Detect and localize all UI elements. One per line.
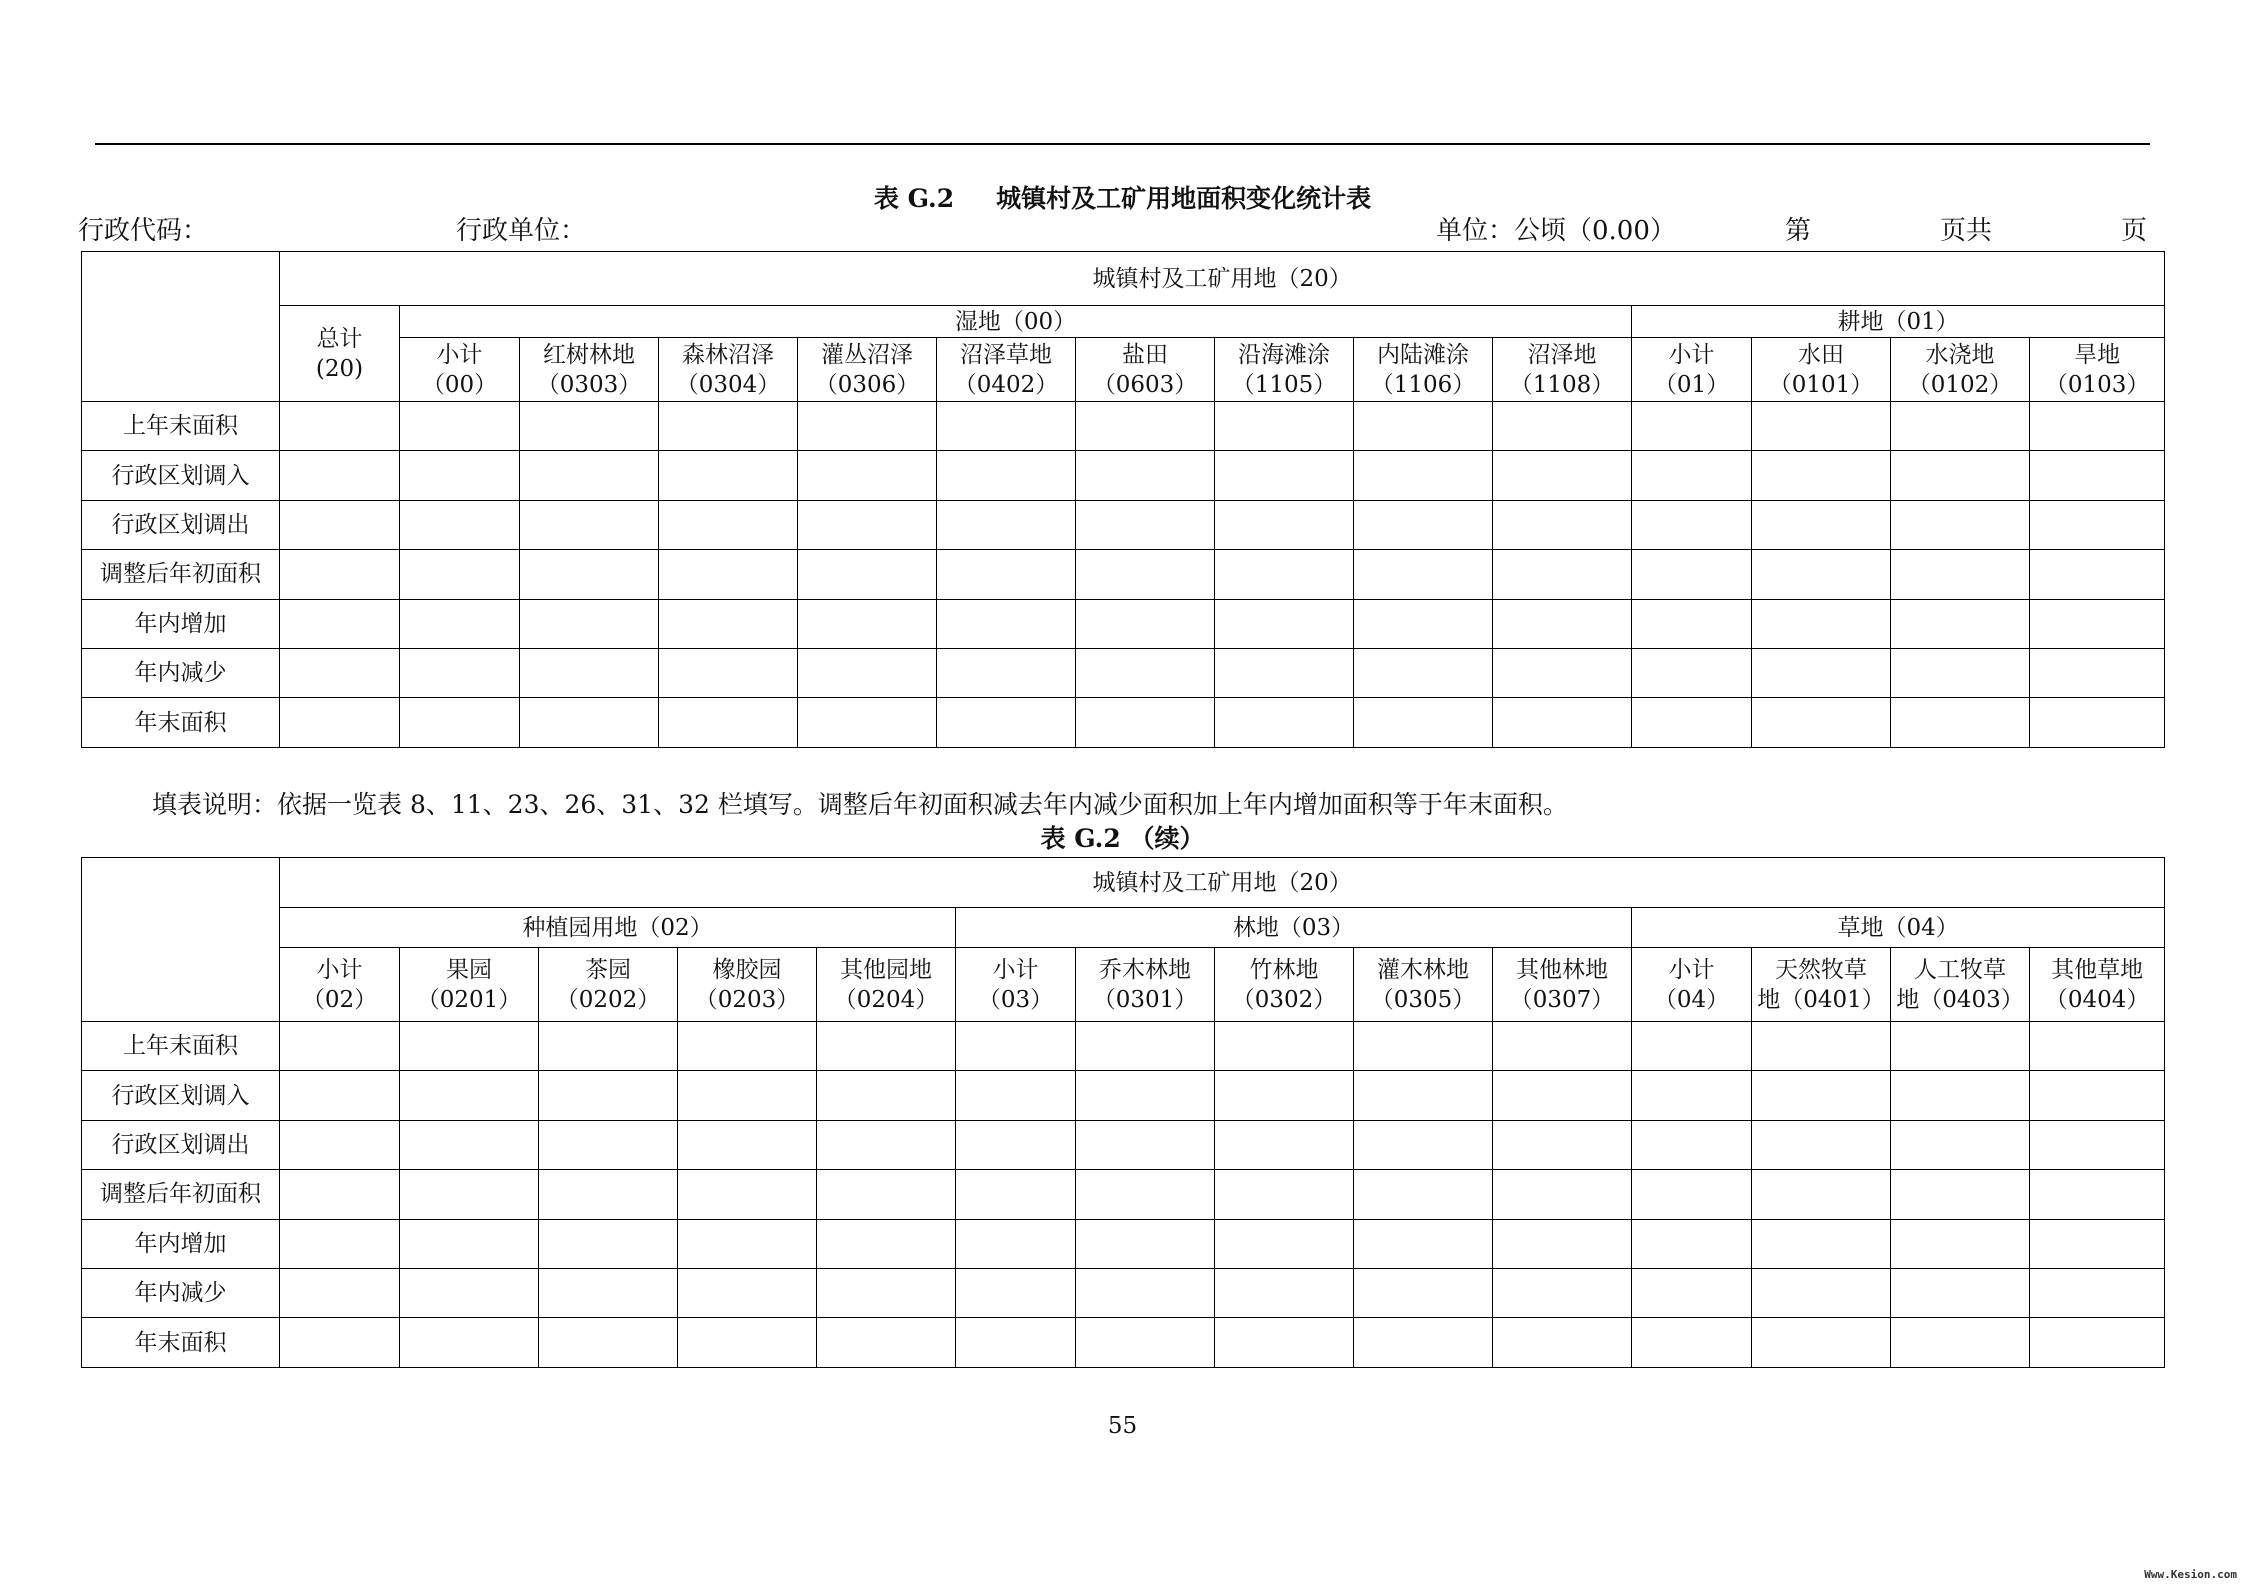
table-row <box>82 550 2165 599</box>
group-header-garden: 种植园用地（02） <box>280 908 956 948</box>
col-header: 其他园地 （0204） <box>817 948 956 1022</box>
data-cell[interactable] <box>1354 1268 1493 1317</box>
data-cell[interactable] <box>956 1268 1076 1317</box>
data-cell[interactable] <box>659 402 798 451</box>
data-cell[interactable] <box>798 698 937 747</box>
area-unit-label: 单位：公顷（0.00） <box>1436 216 1676 246</box>
col-header: 水浇地 （0102） <box>1891 338 2030 402</box>
data-cell[interactable] <box>539 1071 678 1120</box>
page-prefix: 第 <box>1785 216 1812 246</box>
data-cell[interactable] <box>2030 599 2165 648</box>
data-cell[interactable] <box>1891 451 2030 500</box>
col-header: 盐田 （0603） <box>1076 338 1215 402</box>
data-cell[interactable] <box>1215 1022 1354 1071</box>
table-row <box>82 1022 2165 1071</box>
data-cell[interactable] <box>1891 1170 2030 1219</box>
data-cell[interactable] <box>1076 500 1215 549</box>
data-cell[interactable] <box>1493 599 1632 648</box>
fill-instructions: 填表说明：依据一览表 8、11、23、26、31、32 栏填写。调整后年初面积减去年内减少面积加上年内增加面积等于年末面积。 <box>152 790 1568 819</box>
data-cell[interactable] <box>1891 1022 2030 1071</box>
data-cell[interactable] <box>280 1120 400 1169</box>
land-change-table-continued <box>81 857 2165 1368</box>
data-cell[interactable] <box>2030 500 2165 549</box>
row-label: 行政区划调入 <box>82 1071 280 1120</box>
data-cell[interactable] <box>1215 402 1354 451</box>
data-cell[interactable] <box>2030 1120 2165 1169</box>
data-cell[interactable] <box>1354 648 1493 697</box>
data-cell[interactable] <box>280 1318 400 1367</box>
data-cell[interactable] <box>817 1318 956 1367</box>
row-label: 年末面积 <box>82 1318 280 1367</box>
data-cell[interactable] <box>1632 1022 1752 1071</box>
table-row <box>82 1071 2165 1120</box>
col-header: 其他林地 （0307） <box>1493 948 1632 1022</box>
data-cell[interactable] <box>1752 1120 1891 1169</box>
data-cell[interactable] <box>1891 1268 2030 1317</box>
col-header: 橡胶园 （0203） <box>678 948 817 1022</box>
data-cell[interactable] <box>280 1268 400 1317</box>
data-cell[interactable] <box>1354 451 1493 500</box>
col-header: 红树林地 （0303） <box>520 338 659 402</box>
data-cell[interactable] <box>1354 599 1493 648</box>
data-cell[interactable] <box>678 1268 817 1317</box>
col-header: 森林沼泽 （0304） <box>659 338 798 402</box>
data-cell[interactable] <box>817 1268 956 1317</box>
data-cell[interactable] <box>1752 1219 1891 1268</box>
col-header: 内陆滩涂 （1106） <box>1354 338 1493 402</box>
data-cell[interactable] <box>2030 1170 2165 1219</box>
data-cell[interactable] <box>1493 1071 1632 1120</box>
data-cell[interactable] <box>2030 550 2165 599</box>
data-cell[interactable] <box>539 1268 678 1317</box>
col-header: 灌木林地 （0305） <box>1354 948 1493 1022</box>
data-cell[interactable] <box>1752 402 1891 451</box>
table-row <box>82 402 2165 451</box>
data-cell[interactable] <box>1354 1120 1493 1169</box>
data-cell[interactable] <box>2030 451 2165 500</box>
data-cell[interactable] <box>1632 1071 1752 1120</box>
data-cell[interactable] <box>1076 648 1215 697</box>
table-row <box>82 648 2165 697</box>
data-cell[interactable] <box>1493 1219 1632 1268</box>
data-cell[interactable] <box>956 1170 1076 1219</box>
data-cell[interactable] <box>678 1219 817 1268</box>
data-cell[interactable] <box>937 500 1076 549</box>
data-cell[interactable] <box>1354 1219 1493 1268</box>
col-header: 灌丛沼泽 （0306） <box>798 338 937 402</box>
admin-unit-label: 行政单位： <box>456 216 587 246</box>
col-header: 沿海滩涂 （1105） <box>1215 338 1354 402</box>
watermark-text: Www.Kesion.com <box>2144 1568 2237 1581</box>
data-cell[interactable] <box>1632 500 1752 549</box>
page-number: 55 <box>1107 1413 1138 1439</box>
data-cell[interactable] <box>798 402 937 451</box>
data-cell[interactable] <box>1752 1022 1891 1071</box>
col-header: 果园 （0201） <box>400 948 539 1022</box>
data-cell[interactable] <box>1076 1318 1215 1367</box>
data-cell[interactable] <box>1891 1219 2030 1268</box>
table-row <box>82 1170 2165 1219</box>
data-cell[interactable] <box>539 1318 678 1367</box>
data-cell[interactable] <box>937 648 1076 697</box>
data-cell[interactable] <box>798 451 937 500</box>
land-change-table <box>81 251 2165 748</box>
row-label: 年内减少 <box>82 1268 280 1317</box>
data-cell[interactable] <box>798 500 937 549</box>
data-cell[interactable] <box>539 1022 678 1071</box>
data-cell[interactable] <box>956 1120 1076 1169</box>
data-cell[interactable] <box>817 1071 956 1120</box>
row-label: 调整后年初面积 <box>82 1170 280 1219</box>
table-row <box>82 500 2165 549</box>
data-cell[interactable] <box>520 500 659 549</box>
col-header: 小计 （04） <box>1632 948 1752 1022</box>
data-cell[interactable] <box>1632 1268 1752 1317</box>
row-label: 上年末面积 <box>82 402 280 451</box>
data-cell[interactable] <box>659 451 798 500</box>
data-cell[interactable] <box>1493 1170 1632 1219</box>
data-cell[interactable] <box>2030 1071 2165 1120</box>
corner-cell <box>82 252 280 402</box>
data-cell[interactable] <box>520 550 659 599</box>
data-cell[interactable] <box>1076 1120 1215 1169</box>
table-number: 表 G.2 <box>873 184 955 213</box>
data-cell[interactable] <box>280 1071 400 1120</box>
data-cell[interactable] <box>956 1219 1076 1268</box>
data-cell[interactable] <box>400 599 520 648</box>
data-cell[interactable] <box>1752 451 1891 500</box>
data-cell[interactable] <box>1215 500 1354 549</box>
data-cell[interactable] <box>520 402 659 451</box>
data-cell[interactable] <box>1493 1120 1632 1169</box>
data-cell[interactable] <box>280 1022 400 1071</box>
row-label: 调整后年初面积 <box>82 550 280 599</box>
data-cell[interactable] <box>1215 1120 1354 1169</box>
table-title-continued: 表 G.2 （续） <box>1040 824 1205 853</box>
data-cell[interactable] <box>1076 451 1215 500</box>
data-cell[interactable] <box>2030 1219 2165 1268</box>
data-cell[interactable] <box>1076 1268 1215 1317</box>
col-header: 乔木林地 （0301） <box>1076 948 1215 1022</box>
data-cell[interactable] <box>937 550 1076 599</box>
data-cell[interactable] <box>1215 1268 1354 1317</box>
data-cell[interactable] <box>400 451 520 500</box>
data-cell[interactable] <box>1493 648 1632 697</box>
data-cell[interactable] <box>659 648 798 697</box>
row-label: 年内减少 <box>82 648 280 697</box>
col-header: 小计 （02） <box>280 948 400 1022</box>
col-header: 沼泽地 （1108） <box>1493 338 1632 402</box>
table-row <box>82 1318 2165 1367</box>
data-cell[interactable] <box>1752 1318 1891 1367</box>
data-cell[interactable] <box>1215 599 1354 648</box>
data-cell[interactable] <box>1493 1022 1632 1071</box>
row-label: 行政区划调入 <box>82 451 280 500</box>
data-cell[interactable] <box>280 451 400 500</box>
data-cell[interactable] <box>956 1022 1076 1071</box>
data-cell[interactable] <box>678 1170 817 1219</box>
table-row <box>82 1268 2165 1317</box>
data-cell[interactable] <box>1752 500 1891 549</box>
table-title <box>0 179 2245 215</box>
data-cell[interactable] <box>1632 1219 1752 1268</box>
data-cell[interactable] <box>817 1120 956 1169</box>
data-cell[interactable] <box>1354 550 1493 599</box>
data-cell[interactable] <box>1891 1318 2030 1367</box>
data-cell[interactable] <box>2030 1268 2165 1317</box>
data-cell[interactable] <box>1891 648 2030 697</box>
data-cell[interactable] <box>1493 698 1632 747</box>
data-cell[interactable] <box>937 451 1076 500</box>
row-label: 上年末面积 <box>82 1022 280 1071</box>
data-cell[interactable] <box>400 1120 539 1169</box>
data-cell[interactable] <box>1891 550 2030 599</box>
data-cell[interactable] <box>1752 550 1891 599</box>
data-cell[interactable] <box>956 1318 1076 1367</box>
data-cell[interactable] <box>400 1318 539 1367</box>
data-cell[interactable] <box>798 648 937 697</box>
data-cell[interactable] <box>1493 1318 1632 1367</box>
data-cell[interactable] <box>1891 500 2030 549</box>
data-cell[interactable] <box>1891 1071 2030 1120</box>
data-cell[interactable] <box>1632 1120 1752 1169</box>
data-cell[interactable] <box>400 1022 539 1071</box>
data-cell[interactable] <box>1076 1022 1215 1071</box>
col-header: 茶园 （0202） <box>539 948 678 1022</box>
data-cell[interactable] <box>1632 451 1752 500</box>
row-label: 年内增加 <box>82 599 280 648</box>
data-cell[interactable] <box>678 1120 817 1169</box>
data-cell[interactable] <box>1354 698 1493 747</box>
data-cell[interactable] <box>1076 1071 1215 1120</box>
data-cell[interactable] <box>1215 1219 1354 1268</box>
data-cell[interactable] <box>1215 451 1354 500</box>
table-name: 城镇村及工矿用地面积变化统计表 <box>996 184 1372 213</box>
corner-cell <box>82 858 280 1022</box>
col-header: 水田 （0101） <box>1752 338 1891 402</box>
data-cell[interactable] <box>280 1170 400 1219</box>
table-row <box>82 698 2165 747</box>
data-cell[interactable] <box>1632 698 1752 747</box>
data-cell[interactable] <box>520 451 659 500</box>
data-cell[interactable] <box>1076 402 1215 451</box>
data-cell[interactable] <box>280 698 400 747</box>
group-header-farmland: 耕地（01） <box>1632 306 2165 338</box>
data-cell[interactable] <box>659 550 798 599</box>
main-header: 城镇村及工矿用地（20） <box>280 252 2165 306</box>
data-cell[interactable] <box>1632 599 1752 648</box>
group-header-forest: 林地（03） <box>956 908 1632 948</box>
data-cell[interactable] <box>520 698 659 747</box>
data-cell[interactable] <box>2030 1318 2165 1367</box>
data-cell[interactable] <box>1632 648 1752 697</box>
data-cell[interactable] <box>1354 500 1493 549</box>
data-cell[interactable] <box>1891 599 2030 648</box>
col-header: 其他草地 （0404） <box>2030 948 2165 1022</box>
table2-body <box>82 1022 2165 1368</box>
col-header: 沼泽草地 （0402） <box>937 338 1076 402</box>
data-cell[interactable] <box>1076 550 1215 599</box>
data-cell[interactable] <box>1632 550 1752 599</box>
data-cell[interactable] <box>1354 402 1493 451</box>
data-cell[interactable] <box>1215 1318 1354 1367</box>
data-cell[interactable] <box>1076 599 1215 648</box>
col-header: 天然牧草 地（0401） <box>1752 948 1891 1022</box>
table-row <box>82 451 2165 500</box>
data-cell[interactable] <box>2030 1022 2165 1071</box>
data-cell[interactable] <box>400 1219 539 1268</box>
data-cell[interactable] <box>659 500 798 549</box>
data-cell[interactable] <box>539 1170 678 1219</box>
data-cell[interactable] <box>400 648 520 697</box>
row-label: 年内增加 <box>82 1219 280 1268</box>
data-cell[interactable] <box>280 599 400 648</box>
data-cell[interactable] <box>1493 402 1632 451</box>
data-cell[interactable] <box>1076 1170 1215 1219</box>
data-cell[interactable] <box>280 648 400 697</box>
data-cell[interactable] <box>400 698 520 747</box>
row-label: 年末面积 <box>82 698 280 747</box>
data-cell[interactable] <box>400 1268 539 1317</box>
data-cell[interactable] <box>520 648 659 697</box>
data-cell[interactable] <box>1215 1071 1354 1120</box>
data-cell[interactable] <box>1752 1071 1891 1120</box>
data-cell[interactable] <box>1493 451 1632 500</box>
data-cell[interactable] <box>659 599 798 648</box>
data-cell[interactable] <box>1354 1022 1493 1071</box>
data-cell[interactable] <box>1891 698 2030 747</box>
data-cell[interactable] <box>539 1219 678 1268</box>
data-cell[interactable] <box>1076 698 1215 747</box>
data-cell[interactable] <box>1215 550 1354 599</box>
data-cell[interactable] <box>400 1170 539 1219</box>
data-cell[interactable] <box>520 599 659 648</box>
data-cell[interactable] <box>400 1071 539 1120</box>
page-total-label: 页共 <box>1940 216 1993 246</box>
data-cell[interactable] <box>280 1219 400 1268</box>
data-cell[interactable] <box>2030 648 2165 697</box>
data-cell[interactable] <box>937 599 1076 648</box>
data-cell[interactable] <box>1493 550 1632 599</box>
data-cell[interactable] <box>2030 402 2165 451</box>
data-cell[interactable] <box>1752 1268 1891 1317</box>
data-cell[interactable] <box>1493 500 1632 549</box>
data-cell[interactable] <box>937 402 1076 451</box>
data-cell[interactable] <box>678 1071 817 1120</box>
data-cell[interactable] <box>1632 1318 1752 1367</box>
data-cell[interactable] <box>817 1022 956 1071</box>
table-row <box>82 1219 2165 1268</box>
total-header: 总计 (20) <box>280 306 400 402</box>
data-cell[interactable] <box>1354 1318 1493 1367</box>
data-cell[interactable] <box>280 500 400 549</box>
data-cell[interactable] <box>1752 1170 1891 1219</box>
data-cell[interactable] <box>817 1219 956 1268</box>
col-header: 小计 （00） <box>400 338 520 402</box>
data-cell[interactable] <box>400 550 520 599</box>
header-rule <box>95 143 2150 145</box>
data-cell[interactable] <box>1354 1170 1493 1219</box>
data-cell[interactable] <box>1354 1071 1493 1120</box>
data-cell[interactable] <box>1493 1268 1632 1317</box>
data-cell[interactable] <box>1752 599 1891 648</box>
data-cell[interactable] <box>817 1170 956 1219</box>
data-cell[interactable] <box>1076 1219 1215 1268</box>
data-cell[interactable] <box>400 402 520 451</box>
col-header: 人工牧草 地（0403） <box>1891 948 2030 1022</box>
group-header-wetland: 湿地（00） <box>400 306 1632 338</box>
data-cell[interactable] <box>659 698 798 747</box>
data-cell[interactable] <box>678 1022 817 1071</box>
data-cell[interactable] <box>678 1318 817 1367</box>
table-row <box>82 1120 2165 1169</box>
data-cell[interactable] <box>280 402 400 451</box>
main-header: 城镇村及工矿用地（20） <box>280 858 2165 908</box>
col-header: 小计 （03） <box>956 948 1076 1022</box>
data-cell[interactable] <box>1215 698 1354 747</box>
col-header: 小计 （01） <box>1632 338 1752 402</box>
row-label: 行政区划调出 <box>82 500 280 549</box>
data-cell[interactable] <box>1215 648 1354 697</box>
col-header: 竹林地 （0302） <box>1215 948 1354 1022</box>
table-row <box>82 599 2165 648</box>
data-cell[interactable] <box>1632 1170 1752 1219</box>
data-cell[interactable] <box>1891 1120 2030 1169</box>
data-cell[interactable] <box>539 1120 678 1169</box>
data-cell[interactable] <box>937 698 1076 747</box>
row-label: 行政区划调出 <box>82 1120 280 1169</box>
data-cell[interactable] <box>2030 698 2165 747</box>
data-cell[interactable] <box>1752 698 1891 747</box>
group-header-grass: 草地（04） <box>1632 908 2165 948</box>
data-cell[interactable] <box>956 1071 1076 1120</box>
data-cell[interactable] <box>1752 648 1891 697</box>
data-cell[interactable] <box>280 550 400 599</box>
data-cell[interactable] <box>1632 402 1752 451</box>
page-suffix: 页 <box>2121 216 2148 246</box>
col-header: 旱地 （0103） <box>2030 338 2165 402</box>
table1-body <box>82 402 2165 748</box>
data-cell[interactable] <box>1215 1170 1354 1219</box>
data-cell[interactable] <box>798 550 937 599</box>
admin-code-label: 行政代码： <box>78 216 209 246</box>
data-cell[interactable] <box>400 500 520 549</box>
data-cell[interactable] <box>798 599 937 648</box>
data-cell[interactable] <box>1891 402 2030 451</box>
